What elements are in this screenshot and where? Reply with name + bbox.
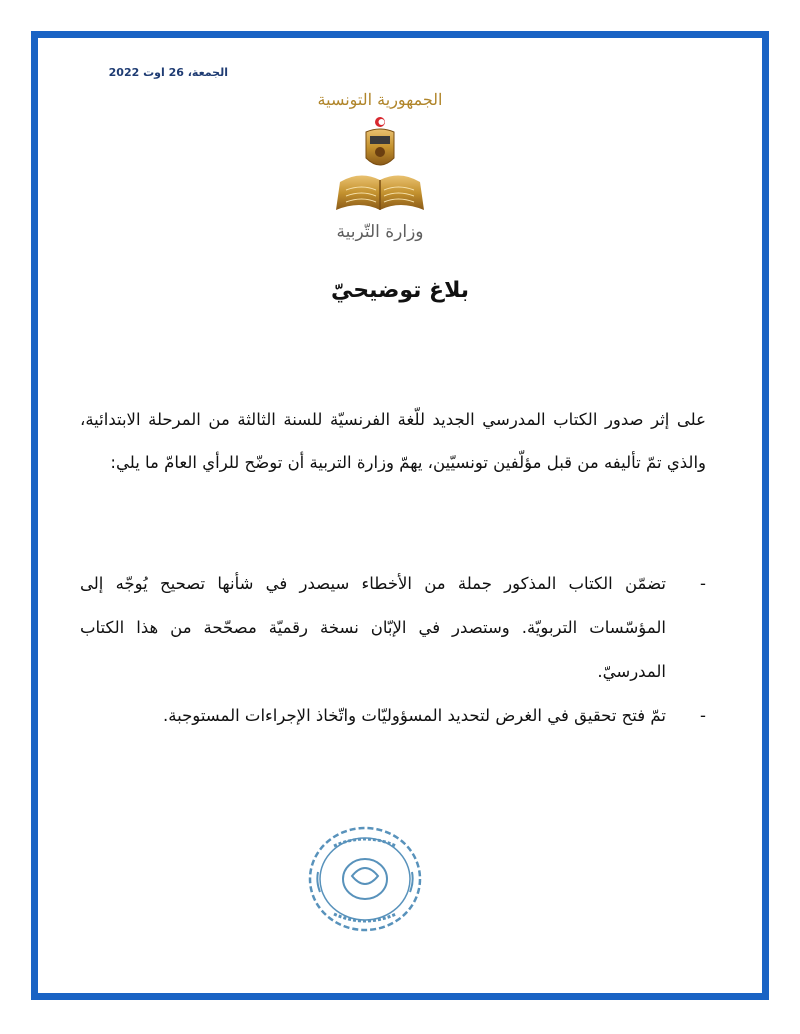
list-item (80, 562, 706, 694)
bullet-list (80, 562, 706, 738)
bullet-text: تضمّن الكتاب المذكور جملة من الأخطاء سيصدر في شأنها تصحيح يُوجّه إلى المؤسّسات التربويّة. وستصدر في الإبّان نسخة رقميّة مصحّحة من هذا الكتاب المدرسيّ. (80, 574, 666, 681)
intro-text: على إثر صدور الكتاب المدرسي الجديد للّغة الفرنسيّة للسنة الثالثة من المرحلة الابتدائية، والذي تمّ تأليفه من قبل مؤلّفين تونسيّين، يهمّ وزارة التربية أن توضّح للرأي العامّ ما يلي: (80, 410, 706, 472)
document-date: الجمعة، 26 اوت 2022 (108, 66, 228, 79)
bullet-text: تمّ فتح تحقيق في الغرض لتحديد المسؤوليّات واتّخاذ الإجراءات المستوجبة. (163, 706, 666, 725)
list-item (80, 694, 706, 738)
page-title: بلاغ توضيحيّ (330, 278, 470, 303)
ministry-logo (300, 90, 460, 255)
bullet-dash: - (700, 706, 706, 725)
official-stamp-icon (304, 822, 426, 937)
emblem-book-icon (300, 114, 460, 224)
logo-republic-text: الجمهورية التونسية (317, 90, 443, 109)
logo-ministry-text: وزارة التّربية (336, 222, 424, 242)
intro-paragraph (80, 398, 706, 484)
bullet-dash: - (700, 574, 706, 593)
